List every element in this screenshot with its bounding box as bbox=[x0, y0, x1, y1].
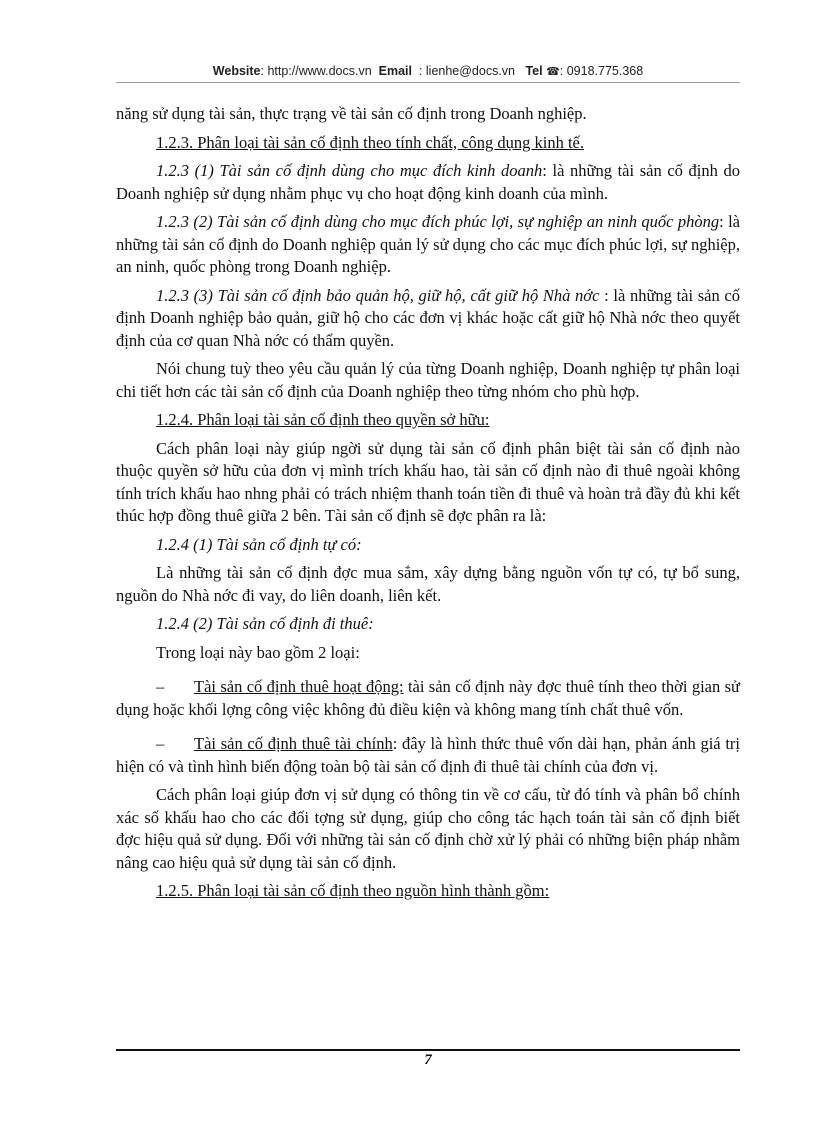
heading-1-2-4 bbox=[116, 409, 740, 432]
term-1-2-3-2: 1.2.3 (2) Tài sản cố định dùng cho mục đích phúc lợi, sự nghiệp an ninh quốc phòng bbox=[156, 212, 720, 231]
paragraph-classification-benefit: Cách phân loại giúp đơn vị sử dụng có thông tin về cơ cấu, từ đó tính và phân bổ chính xác số khấu hao cho các đối tợng sử dụng, giúp cho công tác hạch toán tài sản cố định biết đợc hiệu quả sử dụng. Đối với những tài sản cố định chờ xử lý phải có những biện pháp nhằm nâng cao hiệu quả sử dụng tài sản cố định. bbox=[116, 785, 740, 872]
paragraph-1-2-3-3 bbox=[116, 285, 740, 353]
dash-marker: – bbox=[156, 677, 165, 696]
paragraph-1-2-3-1 bbox=[116, 160, 740, 205]
term-1-2-3-1: 1.2.3 (1) Tài sản cố định dùng cho mục đích kinh doanh bbox=[156, 161, 543, 180]
document-body bbox=[116, 103, 740, 909]
phone-icon: ☎ bbox=[546, 66, 560, 78]
text-operating-lease: tài sản cố định này đợc thuê tính theo thời gian sử dụng hoặc khối lợng công việc không đủ điều kiện và không mang tính chất thuê vốn. bbox=[116, 677, 740, 719]
page-number: 7 bbox=[424, 1052, 432, 1068]
paragraph-summary: Nói chung tuỳ theo yêu cầu quản lý của từng Doanh nghiệp, Doanh nghiệp tự phân loại chi tiết hơn các tài sản cố định của Doanh nghiệp theo từng nhóm cho phù hợp. bbox=[116, 359, 740, 401]
dash-marker: – bbox=[156, 734, 165, 753]
heading-1-2-4-2: 1.2.4 (2) Tài sản cố định đi thuê: bbox=[156, 614, 374, 633]
text-1-2-3-2: : là những tài sản cố định do Doanh nghiệp quản lý sử dụng cho các mục đích phúc lợi, sự nghiệp, an ninh, quốc phòng trong Doanh nghiệp. bbox=[116, 212, 740, 276]
heading-1-2-4-text: 1.2.4. Phân loại tài sản cố định theo quyền sở hữu: bbox=[156, 410, 490, 429]
paragraph-intro: năng sử dụng tài sản, thực trạng về tài sản cố định trong Doanh nghiệp. bbox=[116, 104, 587, 123]
term-finance-lease: Tài sản cố định thuê tài chính bbox=[194, 734, 393, 753]
heading-1-2-3-text: 1.2.3. Phân loại tài sản cố định theo tính chất, công dụng kinh tế. bbox=[156, 132, 585, 152]
text-finance-lease: : đây là hình thức thuê vốn dài hạn, phản ánh giá trị hiện có và tình hình biến động toàn bộ tài sản cố định đi thuê tài chính của đơn vị. bbox=[116, 734, 740, 776]
list-item-operating-lease bbox=[116, 676, 740, 721]
text-1-2-3-1: : là những tài sản cố định do Doanh nghiệp sử dụng nhằm phục vụ cho hoạt động kinh doanh của mình. bbox=[116, 161, 740, 203]
term-1-2-3-3: 1.2.3 (3) Tài sản cố định bảo quản hộ, giữ hộ, cất giữ hộ Nhà nớc bbox=[156, 285, 600, 305]
text-1-2-3-3: : là những tài sản cố định Doanh nghiệp bảo quản, giữ hộ cho các đơn vị khác hoặc cất giữ hộ Nhà nớc theo quyết định của cơ quan Nhà nớc có thẩm quyền. bbox=[116, 285, 740, 350]
heading-1-2-4-1: 1.2.4 (1) Tài sản cố định tự có: bbox=[156, 534, 362, 554]
page-header bbox=[116, 64, 740, 78]
tel-label: Tel bbox=[525, 64, 543, 78]
website-label: Website bbox=[212, 64, 261, 78]
header-divider bbox=[116, 82, 740, 83]
term-operating-lease: Tài sản cố định thuê hoạt động: bbox=[194, 677, 404, 696]
footer-divider bbox=[116, 1049, 740, 1051]
heading-1-2-3 bbox=[116, 132, 740, 155]
tel-value: : 0918.775.368 bbox=[559, 64, 644, 78]
paragraph-1-2-3-2 bbox=[116, 211, 740, 279]
list-item-finance-lease bbox=[116, 733, 740, 778]
paragraph-lease-types: Trong loại này bao gồm 2 loại: bbox=[156, 642, 360, 662]
heading-1-2-5-text: 1.2.5. Phân loại tài sản cố định theo nguồn hình thành gồm: bbox=[156, 881, 550, 900]
website-value: : http://www.docs.vn bbox=[260, 64, 372, 78]
email-value: : lienhe@docs.vn bbox=[418, 64, 516, 78]
paragraph-owned-assets: Là những tài sản cố định đợc mua sắm, xây dựng bằng nguồn vốn tự có, tự bổ sung, nguồn do Nhà nớc đi vay, do liên doanh, liên kết. bbox=[116, 563, 740, 605]
heading-1-2-5 bbox=[116, 880, 740, 903]
email-label: Email bbox=[378, 64, 412, 78]
paragraph-ownership: Cách phân loại này giúp ngời sử dụng tài sản cố định phân biệt tài sản cố định nào thuộc quyền sở hữu của đơn vị mình trích khấu hao, tài sản cố định nào đi thuê ngoài không tính trích khấu hao nhng phải có trách nhiệm thanh toán tiền đi thuê và hoàn trả đầy đủ khi kết thúc hợp đồng thuê giữa 2 bên. Tài sản cố định sẽ đợc phân ra là: bbox=[116, 438, 740, 525]
